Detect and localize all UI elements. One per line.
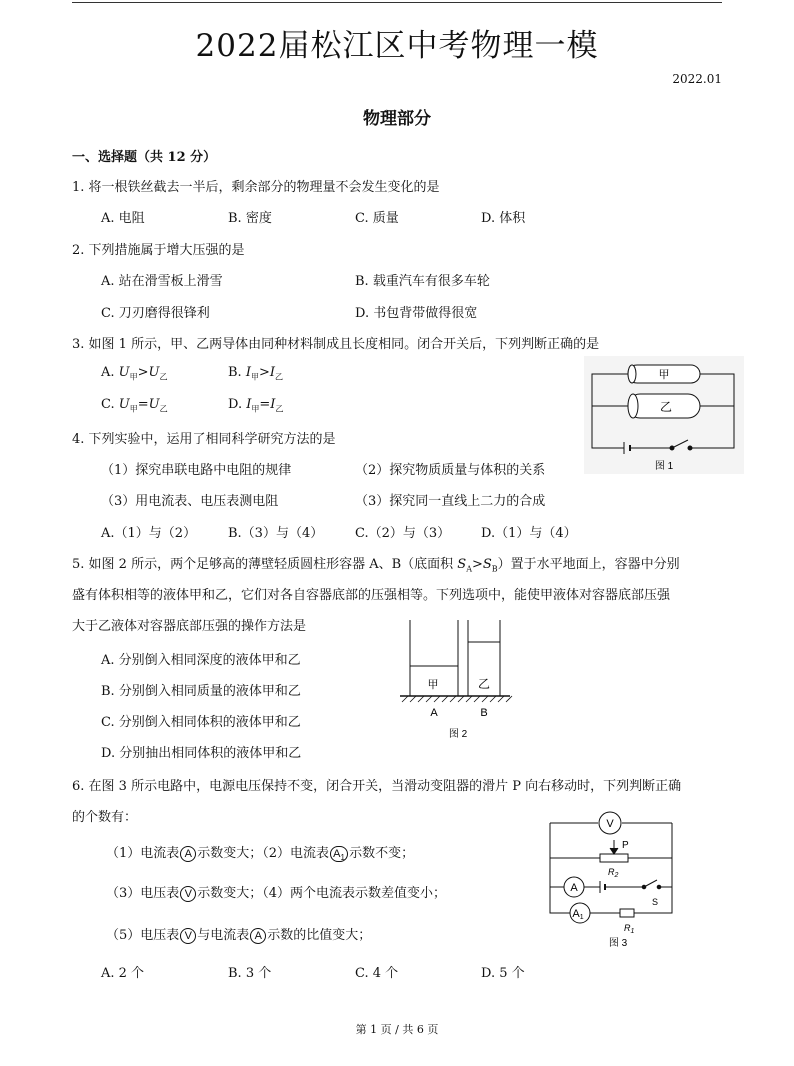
q4-item-3: （3）用电流表、电压表测电阻 [101,494,279,509]
figure-3-label-r1: $R_1$ [624,923,635,935]
figure-1-label-yi: 乙 [659,400,673,414]
figure-1-circuit [584,356,744,474]
q5-stem-line2: 盛有体积相等的液体甲和乙，它们对各自容器底部的压强相等。下列选项中，能使甲液体对容器底部压强 [72,588,671,603]
q4-option-a: A.（1）与（2） [101,526,197,541]
q1-option-c: C. 质量 [355,211,399,226]
q4-item-2: （2）探究物质质量与体积的关系 [355,463,546,478]
figure-2-label-a: A [430,707,438,719]
q6-option-a: A. 2 个 [101,966,145,981]
q2-stem: 2. 下列措施属于增大压强的是 [72,243,245,258]
figure-1-label-jia: 甲 [658,369,670,381]
figure-3-meter-a: A [570,882,578,894]
q2-option-d: D. 书包背带做得很宽 [355,306,478,321]
voltmeter-v-symbol: V [180,928,196,944]
q3-option-b: B. $I_甲>I_乙$ [228,365,284,382]
figure-2-label-b: B [480,707,488,719]
figure-1-caption: 图 1 [654,461,674,472]
q4-stem: 4. 下列实验中，运用了相同科学研究方法的是 [72,432,336,447]
switch-s [644,880,657,887]
figure-2-containers [396,616,520,742]
q5-stem-line3: 大于乙液体对容器底部压强的操作方法是 [72,619,307,634]
ground-hatching [402,696,512,702]
ammeter-a-symbol: A [180,846,196,862]
q2-option-c: C. 刀刃磨得很锋利 [101,306,210,321]
section-subtitle: 物理部分 [363,109,431,129]
q6-stem-line2: 的个数有： [72,810,138,825]
q5-option-b: B. 分别倒入相同质量的液体甲和乙 [101,684,301,699]
figure-3-label-p: P [622,840,629,851]
q3-option-d: D. $I_甲=I_乙$ [228,397,284,414]
resistor-r1 [620,909,634,917]
q2-option-b: B. 载重汽车有很多车轮 [355,274,490,289]
q1-option-d: D. 体积 [481,211,526,226]
q4-option-c: C.（2）与（3） [355,526,451,541]
q6-option-d: D. 5 个 [481,966,525,981]
figure-2-caption: 图 2 [448,729,468,740]
q6-option-b: B. 3 个 [228,966,272,981]
q1-option-b: B. 密度 [228,211,272,226]
q4-item-1: （1）探究串联电路中电阻的规律 [101,463,292,478]
q5-option-c: C. 分别倒入相同体积的液体甲和乙 [101,715,301,730]
q5-option-a: A. 分别倒入相同深度的液体甲和乙 [101,653,301,668]
q5-option-d: D. 分别抽出相同体积的液体甲和乙 [101,746,302,761]
section-heading: 一、选择题（共 12 分） [72,150,217,165]
page-footer: 第 1 页 / 共 6 页 [355,1023,439,1036]
figure-3-label-r2: $R_2$ [608,867,619,879]
figure-2-label-jia: 甲 [427,679,439,691]
figure-3-circuit [540,810,690,950]
voltmeter-v-symbol: V [180,886,196,902]
top-rule [72,2,722,3]
q2-option-a: A. 站在滑雪板上滑雪 [101,274,223,289]
ammeter-a1-symbol: $A_1$ [330,846,348,862]
q3-stem: 3. 如图 1 所示，甲、乙两导体由同种材料制成且长度相同。闭合开关后，下列判断正确的是 [72,337,600,352]
exam-date: 2022.01 [672,72,722,86]
ammeter-a-symbol: A [250,928,266,944]
q6-statement-3-4: （3）电压表 V 示数变大；（4）两个电流表示数差值变小； [106,886,447,901]
q3-option-c: C. $U_甲=U_乙$ [101,397,168,414]
q4-option-d: D.（1）与（4） [481,526,577,541]
rheostat-r2 [600,854,628,862]
figure-2-label-yi: 乙 [477,677,491,691]
q6-stem-line1: 6. 在图 3 所示电路中，电源电压保持不变，闭合开关，当滑动变阻器的滑片 P 向右移动时，下列判断正确 [72,779,682,794]
q6-option-c: C. 4 个 [355,966,399,981]
q1-stem: 1. 将一根铁丝截去一半后，剩余部分的物理量不会发生变化的是 [72,180,440,195]
q1-option-a: A. 电阻 [101,211,145,226]
figure-3-caption: 图 3 [608,938,628,949]
q4-option-b: B.（3）与（4） [228,526,324,541]
q6-statement-1-2: （1）电流表 A 示数变大；（2）电流表 $A_1$ 示数不变； [106,846,415,862]
q3-option-a: A. $U_甲>U_乙$ [101,365,168,382]
figure-3-meter-a1: A1 [572,908,584,921]
q4-item-4: （3）探究同一直线上二力的合成 [355,494,546,509]
q5-stem-line1: 5. 如图 2 所示，两个足够高的薄壁轻质圆柱形容器 A、B（底面积 $S_A>S_B$）置于水平地面上，容器中分别 [72,557,680,574]
figure-3-label-s: S [652,897,659,907]
figure-3-meter-v: V [606,818,614,830]
page-title: 2022届松江区中考物理一模 [195,28,599,64]
q6-statement-5: （5）电压表 V 与电流表 A 示数的比值变大； [106,928,372,943]
